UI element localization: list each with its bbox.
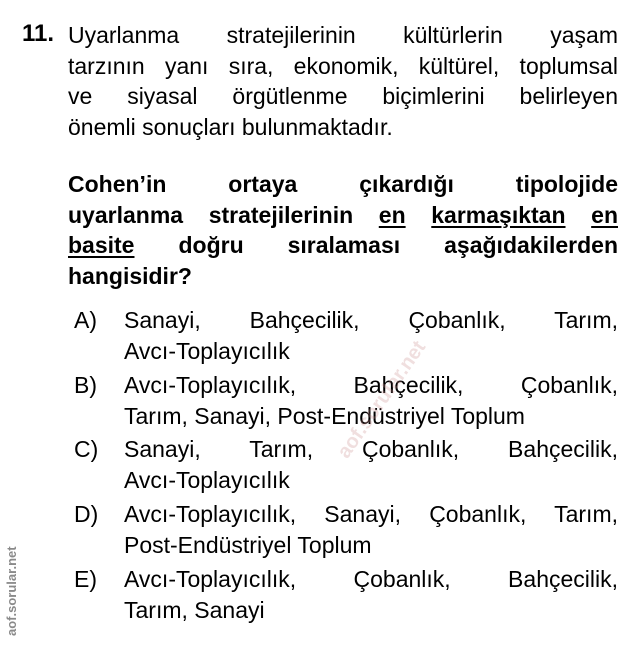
watermark-side: aof.sorular.net (4, 546, 19, 636)
option-text (124, 564, 618, 625)
option-line: Avcı-Toplayıcılık, Bahçecilik, Çobanlık, (124, 372, 618, 398)
stem-line: ve siyasal örgütlenme biçimlerini belirleyen (68, 83, 618, 109)
underlined-karmasiktan: karmaşıktan (431, 201, 566, 228)
option-line: Post-Endüstriyel Toplum (124, 531, 372, 558)
prompt-space (566, 202, 592, 228)
option-line: Avcı-Toplayıcılık, Çobanlık, Bahçecilik, (124, 566, 618, 592)
option-text (124, 305, 618, 366)
option-text (124, 434, 618, 495)
prompt-line: Cohen’in ortaya çıkardığı tipolojide (68, 171, 618, 197)
stem-line: Uyarlanma stratejilerinin kültürlerin yaşam (68, 22, 618, 48)
stem-line: tarzının yanı sıra, ekonomik, kültürel, toplumsal (68, 52, 618, 79)
option-line: Avcı-Toplayıcılık (124, 466, 290, 493)
prompt-text: uyarlanma stratejilerinin (68, 201, 379, 228)
question-stem (68, 20, 618, 142)
option-line: Sanayi, Bahçecilik, Çobanlık, Tarım, (124, 307, 618, 333)
watermark-center: aof.sorular.net (333, 336, 431, 463)
option-line: Avcı-Toplayıcılık (124, 337, 290, 364)
option-line: Sanayi, Tarım, Çobanlık, Bahçecilik, (124, 436, 618, 462)
option-line: Avcı-Toplayıcılık, Sanayi, Çobanlık, Tarım, (124, 501, 618, 527)
option-label: E) (74, 566, 97, 592)
prompt-line: hangisidir? (68, 262, 192, 289)
prompt-line (68, 200, 618, 231)
underlined-en: en (378, 201, 406, 228)
option-text (124, 499, 618, 560)
option-line: Tarım, Sanayi (124, 596, 265, 623)
option-label: A) (74, 307, 97, 333)
question-number: 11. (22, 20, 55, 47)
prompt-space (406, 202, 432, 228)
prompt-line (68, 230, 618, 261)
option-line: Tarım, Sanayi, Post-Endüstriyel Toplum (124, 402, 525, 429)
question-prompt (68, 169, 618, 291)
underlined-en: en (591, 201, 618, 228)
stem-line: önemli sonuçları bulunmaktadır. (68, 113, 393, 140)
underlined-basite: basite (68, 232, 135, 258)
option-label: D) (74, 501, 99, 527)
option-label: B) (74, 372, 97, 398)
option-label: C) (74, 436, 99, 462)
prompt-text: doğru sıralaması aşağıdakilerden (134, 232, 618, 258)
